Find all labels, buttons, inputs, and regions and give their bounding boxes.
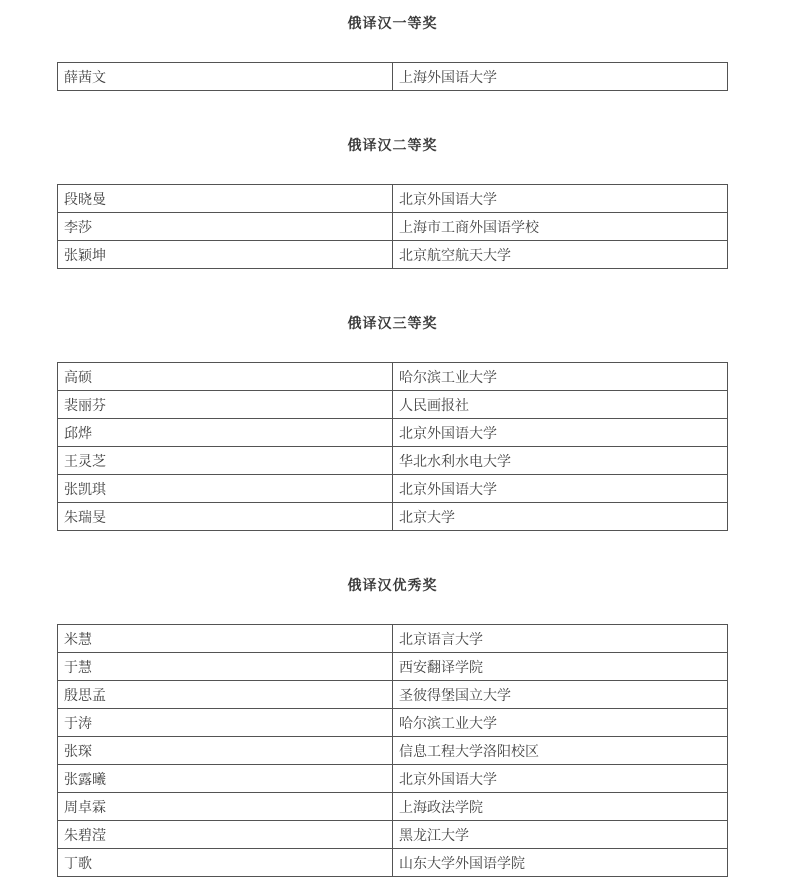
table-row xyxy=(58,821,728,849)
award-winners-table xyxy=(57,362,728,531)
winner-name-cell: 周卓霖 xyxy=(58,793,393,821)
winner-name-cell: 朱碧滢 xyxy=(58,821,393,849)
winner-school-cell: 上海市工商外国语学校 xyxy=(393,213,728,241)
winner-name-cell: 李莎 xyxy=(58,213,393,241)
winner-name-cell: 丁歌 xyxy=(58,849,393,877)
winner-school-cell: 哈尔滨工业大学 xyxy=(393,363,728,391)
award-section-heading: 俄译汉优秀奖 xyxy=(347,577,438,593)
winner-name-cell: 于涛 xyxy=(58,709,393,737)
winner-name-cell: 米慧 xyxy=(58,625,393,653)
winner-name-cell: 张凯琪 xyxy=(58,475,393,503)
table-row xyxy=(58,447,728,475)
table-row xyxy=(58,475,728,503)
winner-name-cell: 张颖坤 xyxy=(58,241,393,269)
table-row xyxy=(58,737,728,765)
table-row xyxy=(58,709,728,737)
award-section xyxy=(57,577,728,877)
table-row xyxy=(58,625,728,653)
award-table-body xyxy=(58,63,728,91)
table-row xyxy=(58,653,728,681)
table-row xyxy=(58,849,728,877)
winner-name-cell: 朱瑞旻 xyxy=(58,503,393,531)
winner-school-cell: 北京外国语大学 xyxy=(393,185,728,213)
award-winners-table xyxy=(57,62,728,91)
winner-name-cell: 王灵芝 xyxy=(58,447,393,475)
table-row xyxy=(58,503,728,531)
table-row xyxy=(58,363,728,391)
winner-name-cell: 邱烨 xyxy=(58,419,393,447)
winner-school-cell: 信息工程大学洛阳校区 xyxy=(393,737,728,765)
winner-name-cell: 薛茜文 xyxy=(58,63,393,91)
winner-school-cell: 上海政法学院 xyxy=(393,793,728,821)
winner-name-cell: 裴丽芬 xyxy=(58,391,393,419)
winner-name-cell: 高硕 xyxy=(58,363,393,391)
table-row xyxy=(58,419,728,447)
winner-name-cell: 于慧 xyxy=(58,653,393,681)
winner-school-cell: 北京航空航天大学 xyxy=(393,241,728,269)
winner-name-cell: 张琛 xyxy=(58,737,393,765)
winner-school-cell: 北京外国语大学 xyxy=(393,419,728,447)
award-table-body xyxy=(58,363,728,531)
award-section xyxy=(57,137,728,269)
winner-school-cell: 黑龙江大学 xyxy=(393,821,728,849)
award-sections-container xyxy=(57,15,728,877)
award-section-heading: 俄译汉三等奖 xyxy=(347,315,438,331)
award-winners-table xyxy=(57,624,728,877)
winner-school-cell: 人民画报社 xyxy=(393,391,728,419)
table-row xyxy=(58,793,728,821)
winner-school-cell: 北京大学 xyxy=(393,503,728,531)
winner-school-cell: 西安翻译学院 xyxy=(393,653,728,681)
table-row xyxy=(58,63,728,91)
table-row xyxy=(58,241,728,269)
award-table-body xyxy=(58,185,728,269)
winner-school-cell: 哈尔滨工业大学 xyxy=(393,709,728,737)
award-section-heading: 俄译汉二等奖 xyxy=(347,137,438,153)
winner-school-cell: 圣彼得堡国立大学 xyxy=(393,681,728,709)
winner-name-cell: 殷思孟 xyxy=(58,681,393,709)
table-row xyxy=(58,765,728,793)
winner-school-cell: 华北水利水电大学 xyxy=(393,447,728,475)
winner-name-cell: 段晓曼 xyxy=(58,185,393,213)
table-row xyxy=(58,185,728,213)
winner-school-cell: 山东大学外国语学院 xyxy=(393,849,728,877)
winner-school-cell: 北京语言大学 xyxy=(393,625,728,653)
award-section xyxy=(57,315,728,531)
table-row xyxy=(58,213,728,241)
award-section xyxy=(57,15,728,91)
winner-school-cell: 北京外国语大学 xyxy=(393,765,728,793)
table-row xyxy=(58,681,728,709)
award-winners-table xyxy=(57,184,728,269)
award-section-heading: 俄译汉一等奖 xyxy=(347,15,438,31)
table-row xyxy=(58,391,728,419)
award-table-body xyxy=(58,625,728,877)
winner-name-cell: 张露曦 xyxy=(58,765,393,793)
winner-school-cell: 上海外国语大学 xyxy=(393,63,728,91)
winner-school-cell: 北京外国语大学 xyxy=(393,475,728,503)
